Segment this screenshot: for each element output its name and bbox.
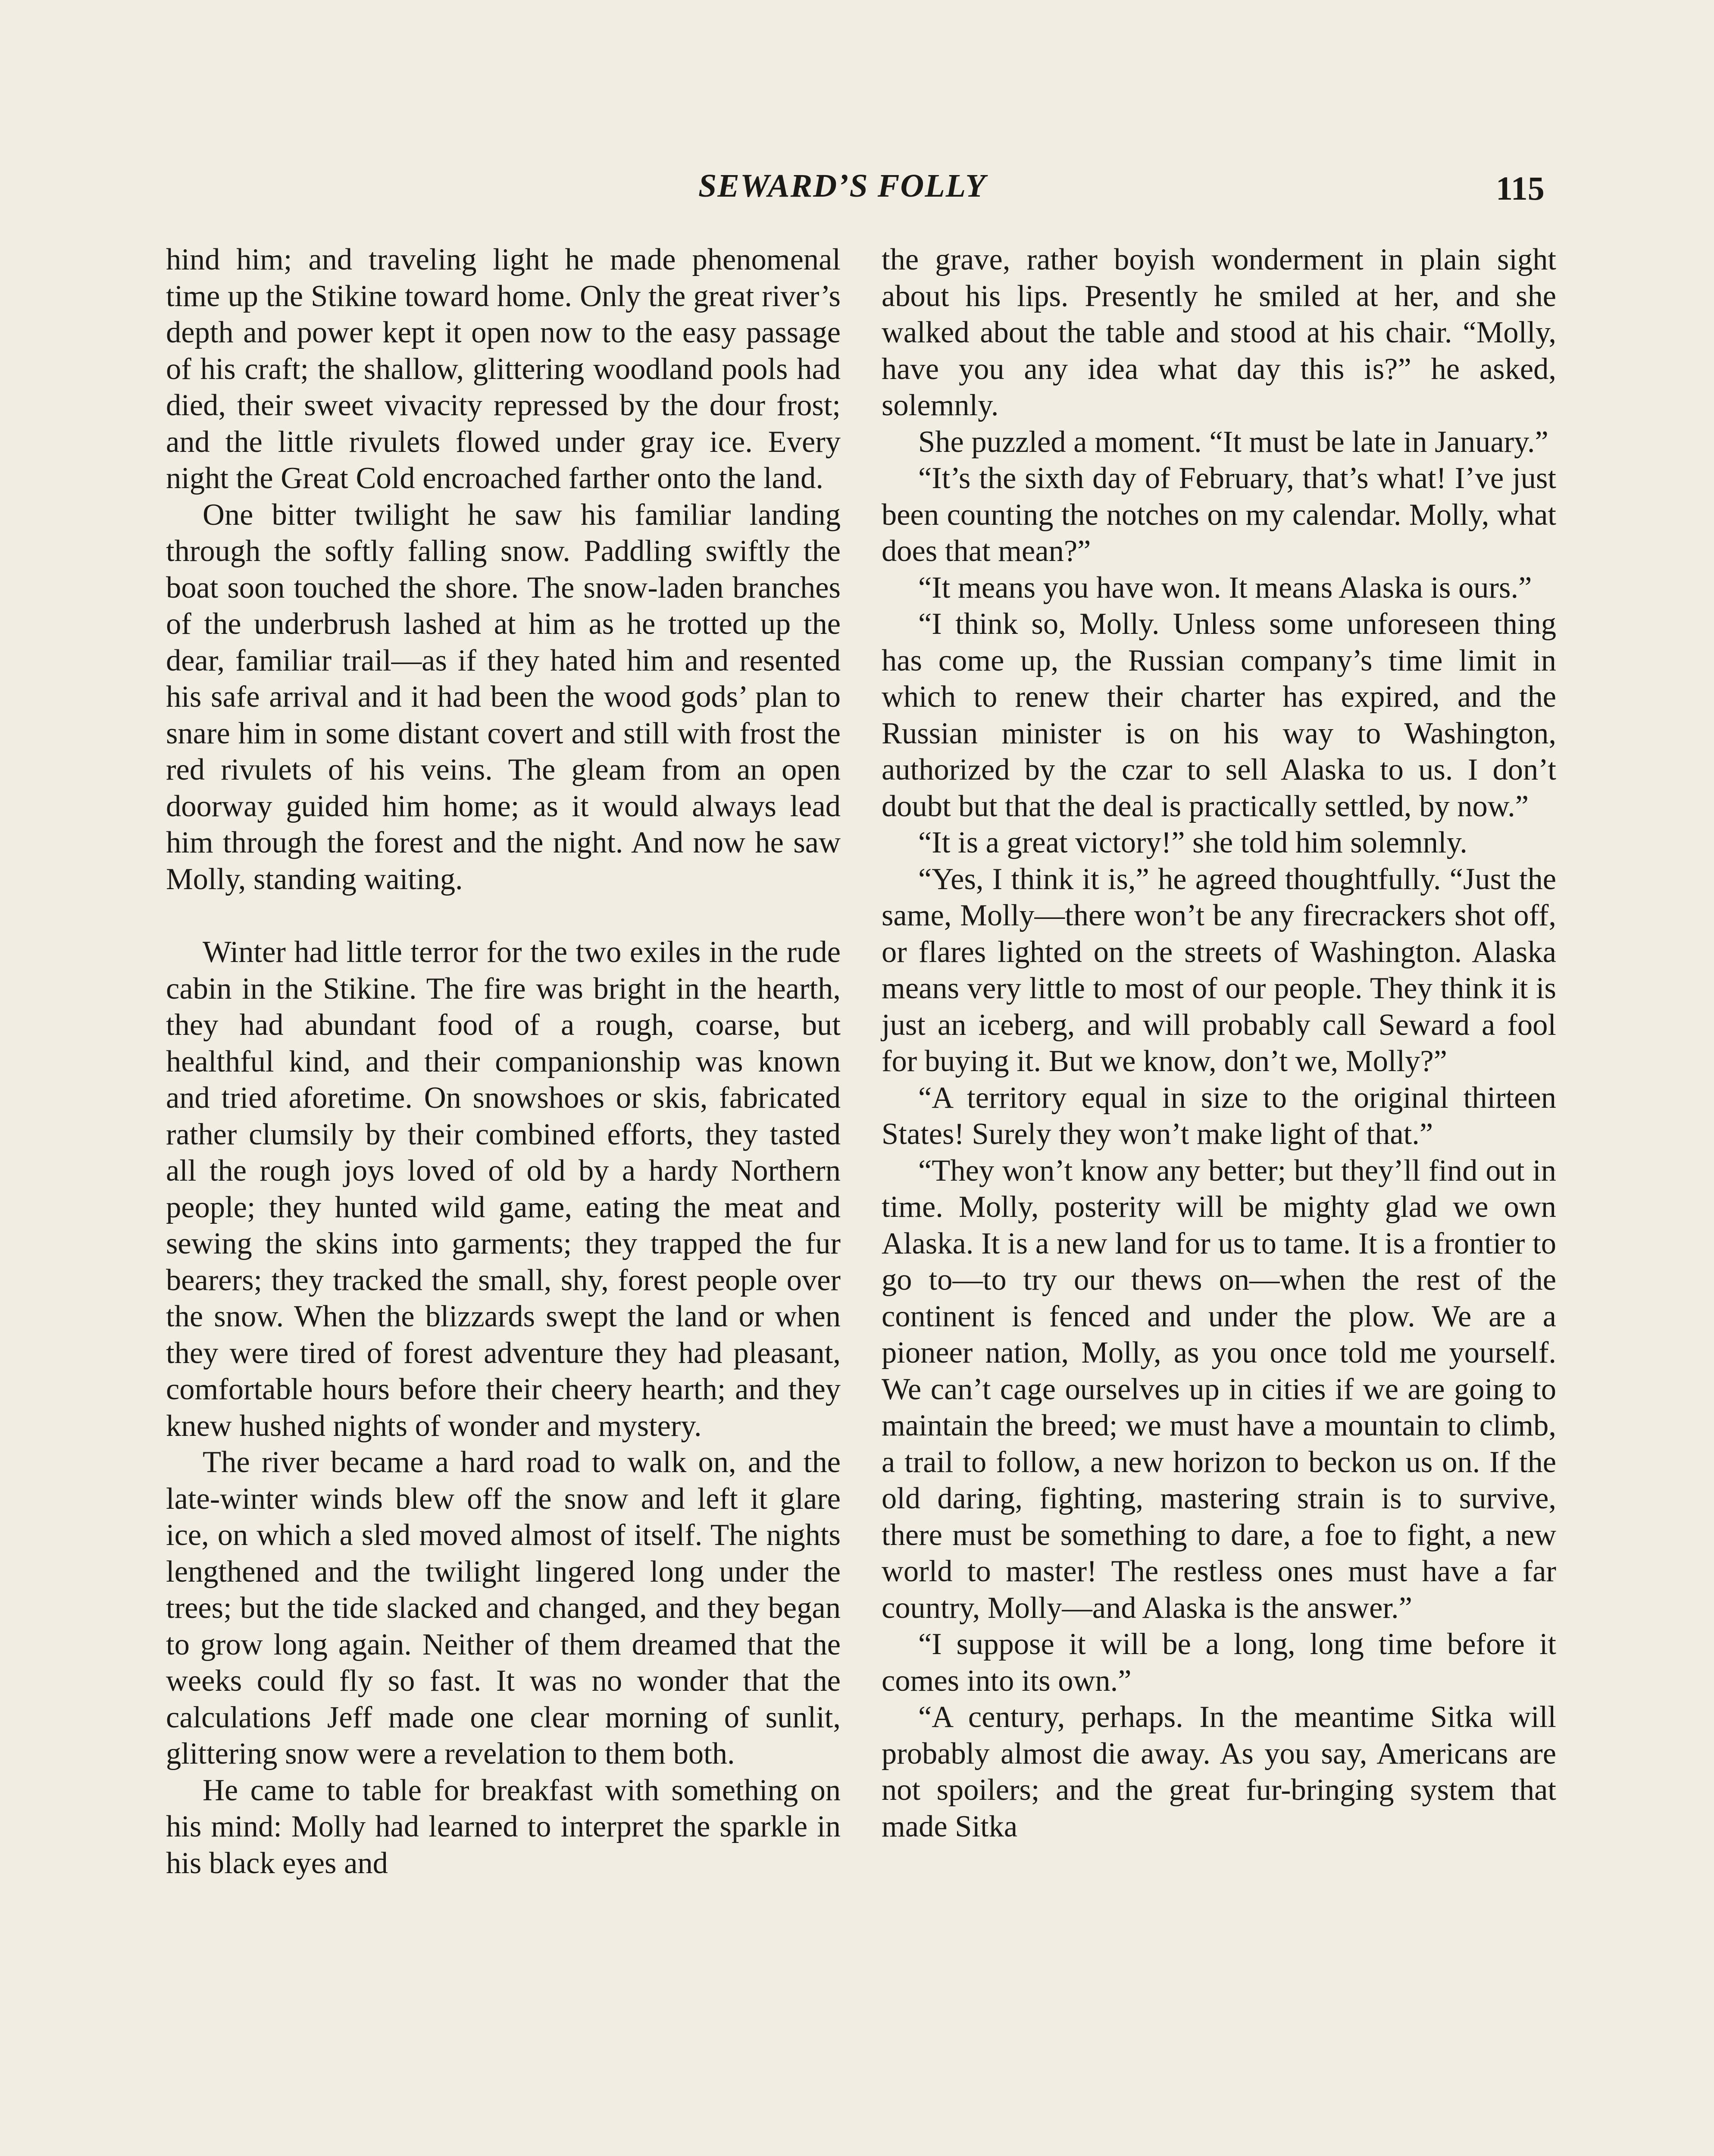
paragraph: “It means you have won. It means Alaska is ours.” [918,570,1532,605]
paragraph: the grave, rather boyish wonderment in plain sight about his lips. Presently he smiled at her, and she walked about the table and stood at his chair. “Molly, have you any idea what day this is?” he asked, solemnly. [882,243,1556,422]
paragraph: “I suppose it will be a long, long time before it comes into its own.” [882,1627,1556,1698]
right-column [882,241,1556,1845]
paragraph: “They won’t know any better; but they’ll find out in time. Molly, posterity will be mighty glad we own Alaska. It is a new land for us to tame. It is a frontier to go to—to try our thews on—when the rest of the continent is fenced and under the plow. We are a pioneer nation, Molly, as you once told me yourself. We can’t cage ourselves up in cities if we are going to maintain the breed; we must have a mountain to climb, a trail to follow, a new horizon to beckon us on. If the old daring, fighting, mastering strain is to survive, there must be something to dare, a foe to fight, a new world to master! The restless ones must have a far country, Molly—and Alaska is the answer.” [882,1153,1556,1625]
paragraph: “It is a great victory!” she told him solemnly. [918,826,1467,859]
paragraph: Winter had little terror for the two exiles in the rude cabin in the Stikine. The fire was bright in the hearth, they had abundant food of a rough, coarse, but healthful kind, and their companionship was known and tried aforetime. On snowshoes or skis, fabricated rather clumsily by their combined efforts, they tasted all the rough joys loved of old by a hardy Northern people; they hunted wild game, eating the meat and sewing the skins into garments; they trapped the fur bearers; they tracked the small, shy, forest people over the snow. When the blizzards swept the land or when they were tired of forest adventure they had pleasant, comfortable hours before their cheery hearth; and they knew hushed nights of wonder and mystery. [166,935,841,1443]
paragraph: The river became a hard road to walk on, and the late-winter winds blew off the snow and left it glare ice, on which a sled moved almost of itself. The nights lengthened and the twilight lingered long under the trees; but the tide slacked and changed, and they began to grow long again. Neither of them dreamed that the weeks could fly so fast. It was no wonder that the calculations Jeff made one clear morning of sunlit, glittering snow were a revelation to them both. [166,1445,841,1771]
paragraph: “A territory equal in size to the original thirteen States! Surely they won’t make light of that.” [882,1081,1556,1151]
page-number: 115 [1496,169,1545,207]
paragraph: “It’s the sixth day of February, that’s what! I’ve just been counting the notches on my calendar. Molly, what does that mean?” [882,461,1556,568]
paragraph: “Yes, I think it is,” he agreed thoughtfully. “Just the same, Molly—there won’t be any firecrackers shot off, or flares lighted on the streets of Washington. Alaska means very little to most of our people. They think it is just an iceberg, and will probably call Seward a fool for buying it. But we know, don’t we, Molly?” [882,862,1556,1078]
paragraph: hind him; and traveling light he made phenomenal time up the Stikine toward home. Only the great river’s depth and power kept it open now to the easy passage of his craft; the shallow, glittering woodland pools had died, their sweet vivacity repressed by the dour frost; and the little rivulets flowed under gray ice. Every night the Great Cold encroached farther onto the land. [166,243,841,495]
paragraph: “A century, perhaps. In the meantime Sitka will probably almost die away. As you say, Americans are not spoilers; and the great fur-bringing system that made Sitka [882,1700,1556,1843]
paragraph: One bitter twilight he saw his familiar landing through the softly falling snow. Paddling swiftly the boat soon touched the shore. The snow-laden branches of the underbrush lashed at him as he trotted up the dear, familiar trail—as if they hated him and resented his safe arrival and it had been the wood gods’ plan to snare him in some distant covert and still with frost the red rivulets of his veins. The gleam from an open doorway guided him home; as it would always lead him through the forest and the night. And now he saw Molly, standing waiting. [166,498,841,896]
paragraph: She puzzled a moment. “It must be late in January.” [918,425,1548,459]
left-column [166,241,841,1881]
paragraph: He came to table for breakfast with something on his mind: Molly had learned to interpret the sparkle in his black eyes and [166,1773,841,1880]
running-head: SEWARD’S FOLLY [698,168,986,204]
paragraph: “I think so, Molly. Unless some unforeseen thing has come up, the Russian company’s time limit in which to renew their charter has expired, and the Russian minister is on his way to Washington, authorized by the czar to sell Alaska to us. I don’t doubt but that the deal is practically settled, by now.” [882,607,1556,823]
